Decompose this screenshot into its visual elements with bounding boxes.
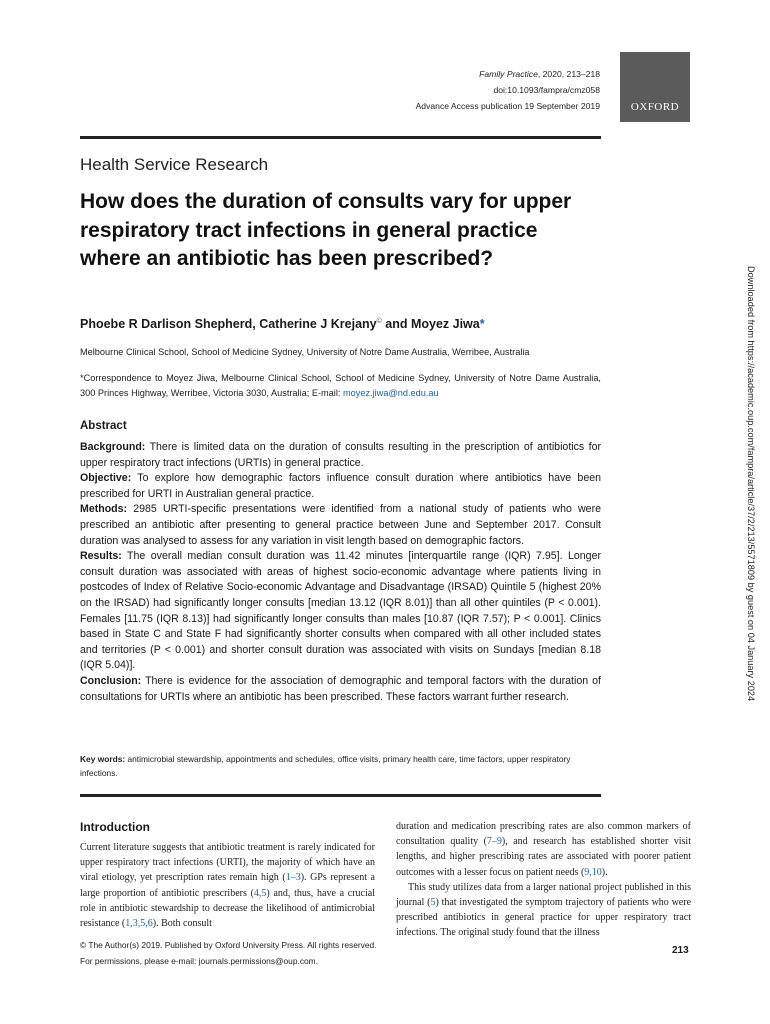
abstract-rule xyxy=(80,794,601,797)
oxford-logo[interactable]: OXFORD xyxy=(620,52,690,122)
intro-heading: Introduction xyxy=(80,820,150,834)
corresponding-author-link[interactable]: * xyxy=(479,317,485,331)
copyright: © The Author(s) 2019. Published by Oxford University Press. All rights reserved. xyxy=(80,940,377,950)
email-link[interactable]: moyez.jiwa@nd.edu.au xyxy=(342,388,439,398)
journal-citation: Family Practice, 2020, 213–218 xyxy=(479,69,600,79)
section-label: Health Service Research xyxy=(80,155,269,174)
affiliation: Melbourne Clinical School, School of Medicine Sydney, University of Notre Dame Australia, Werribee, Australia xyxy=(80,347,530,357)
abstract-objective: Objective: To explore how demographic factors influence consult duration where antibiotics have been prescribed for URTI in Australian general practice. xyxy=(80,472,601,500)
author-list: Phoebe R Darlison Shepherd, Catherine J Krejany© and Moyez Jiwa* xyxy=(80,317,485,331)
abstract-methods: Methods: 2985 URTI-specific presentations were identified from a national study of patients who were prescribed an antibiotic after presenting to general practice between June and September 2017. Consult duration was analysed to assess for any variation in visit length based on demographic factors. xyxy=(80,503,601,547)
correspondence: *Correspondence to Moyez Jiwa, Melbourne Clinical School, School of Medicine Sydney, University of Notre Dame Australia, 300 Princes Highway, Werribee, Victoria 3030, Australia; E-mail: moyez.jiwa@nd.edu.au xyxy=(80,373,601,398)
access-date: Advance Access publication 19 September 2019 xyxy=(415,101,600,111)
intro-right-column: duration and medication prescribing rates are also common markers of consultation quality (7–9), and research has established shorter visit lengths, and higher prescribing rates are associated with poorer patient outcomes with a lesser focus on patient needs (9,10). This study utilizes data from a larger national project published in this journal (5) that investigated the symptom trajectory of patients who were prescribed antibiotics in general practice for upper respiratory tract infections. The original study found that the illness xyxy=(396,821,692,939)
citation-link[interactable]: 9,10 xyxy=(584,866,602,878)
keywords: Key words: antimicrobial stewardship, appointments and schedules, office visits, primary health care, time factors, upper respiratory infections. xyxy=(80,754,571,778)
orcid-icon[interactable]: © xyxy=(376,317,382,325)
article-title: How does the duration of consults vary for upper respiratory tract infections in general practice where an antibiotic has been prescribed? xyxy=(80,190,572,270)
header-rule xyxy=(80,136,601,139)
abstract-body xyxy=(80,440,601,705)
intro-left-column: Current literature suggests that antibiotic treatment is rarely indicated for upper respiratory tract infections (URTI), the majority of which have an viral etiology, yet prescription rates remain high (1–3). GPs represent a large proportion of antibiotic prescribers (4,5) and, thus, have a crucial role in antibiotic stewardship to decrease the likelihood of antimicrobial resistance (1,3,5,6). Both consult xyxy=(80,842,375,930)
citation-link[interactable]: 1–3 xyxy=(285,872,301,884)
abstract-results: Results: The overall median consult duration was 11.42 minutes [interquartile range (IQR) 7.95]. Longer consult duration was associated with areas of highest socio-economic advantage where patients living in postcodes of Index of Relative Socio-economic Advantage and Disadvantage (IRSAD) Quintile 5 (highest 20% on the IRSAD) had significantly longer consults [median 13.12 (IQR 8.01)] than all other quintiles (P < 0.001). Females [11.75 (IQR 8.13)] had significantly longer consults than males [10.87 (IQR 7.57); P < 0.001]. Clinics based in State C and State F had significantly shorter consults when compared with all other included states and territories (P < 0.001) and shorter consult duration was associated with visits on Sundays [median 8.18 (IQR 5.04)]. xyxy=(80,550,601,672)
citation-link[interactable]: 1,3,5,6 xyxy=(125,918,153,930)
abstract-conclusion: Conclusion: There is evidence for the association of demographic and temporal factors with the duration of consultations for URTIs where an antibiotic has been prescribed. These factors warrant further research. xyxy=(80,674,601,703)
abstract-heading: Abstract xyxy=(80,420,127,432)
page-number: 213 xyxy=(672,945,689,956)
citation-link[interactable]: 7–9 xyxy=(486,836,502,848)
permissions: For permissions, please e-mail: journals.permissions@oup.com. xyxy=(80,956,318,966)
citation-link[interactable]: 4,5 xyxy=(253,887,267,899)
citation-link[interactable]: 5 xyxy=(430,897,436,909)
abstract-background: Background: There is limited data on the duration of consults resulting in the prescription of antibiotics for upper respiratory tract infections (URTIs) in general practice. xyxy=(80,441,601,469)
doi[interactable]: doi:10.1093/fampra/cmz058 xyxy=(493,85,600,95)
download-watermark: Downloaded from https://academic.oup.com/fampra/article/37/2/213/5571809 by guest on 04 January 2024 xyxy=(746,266,756,702)
